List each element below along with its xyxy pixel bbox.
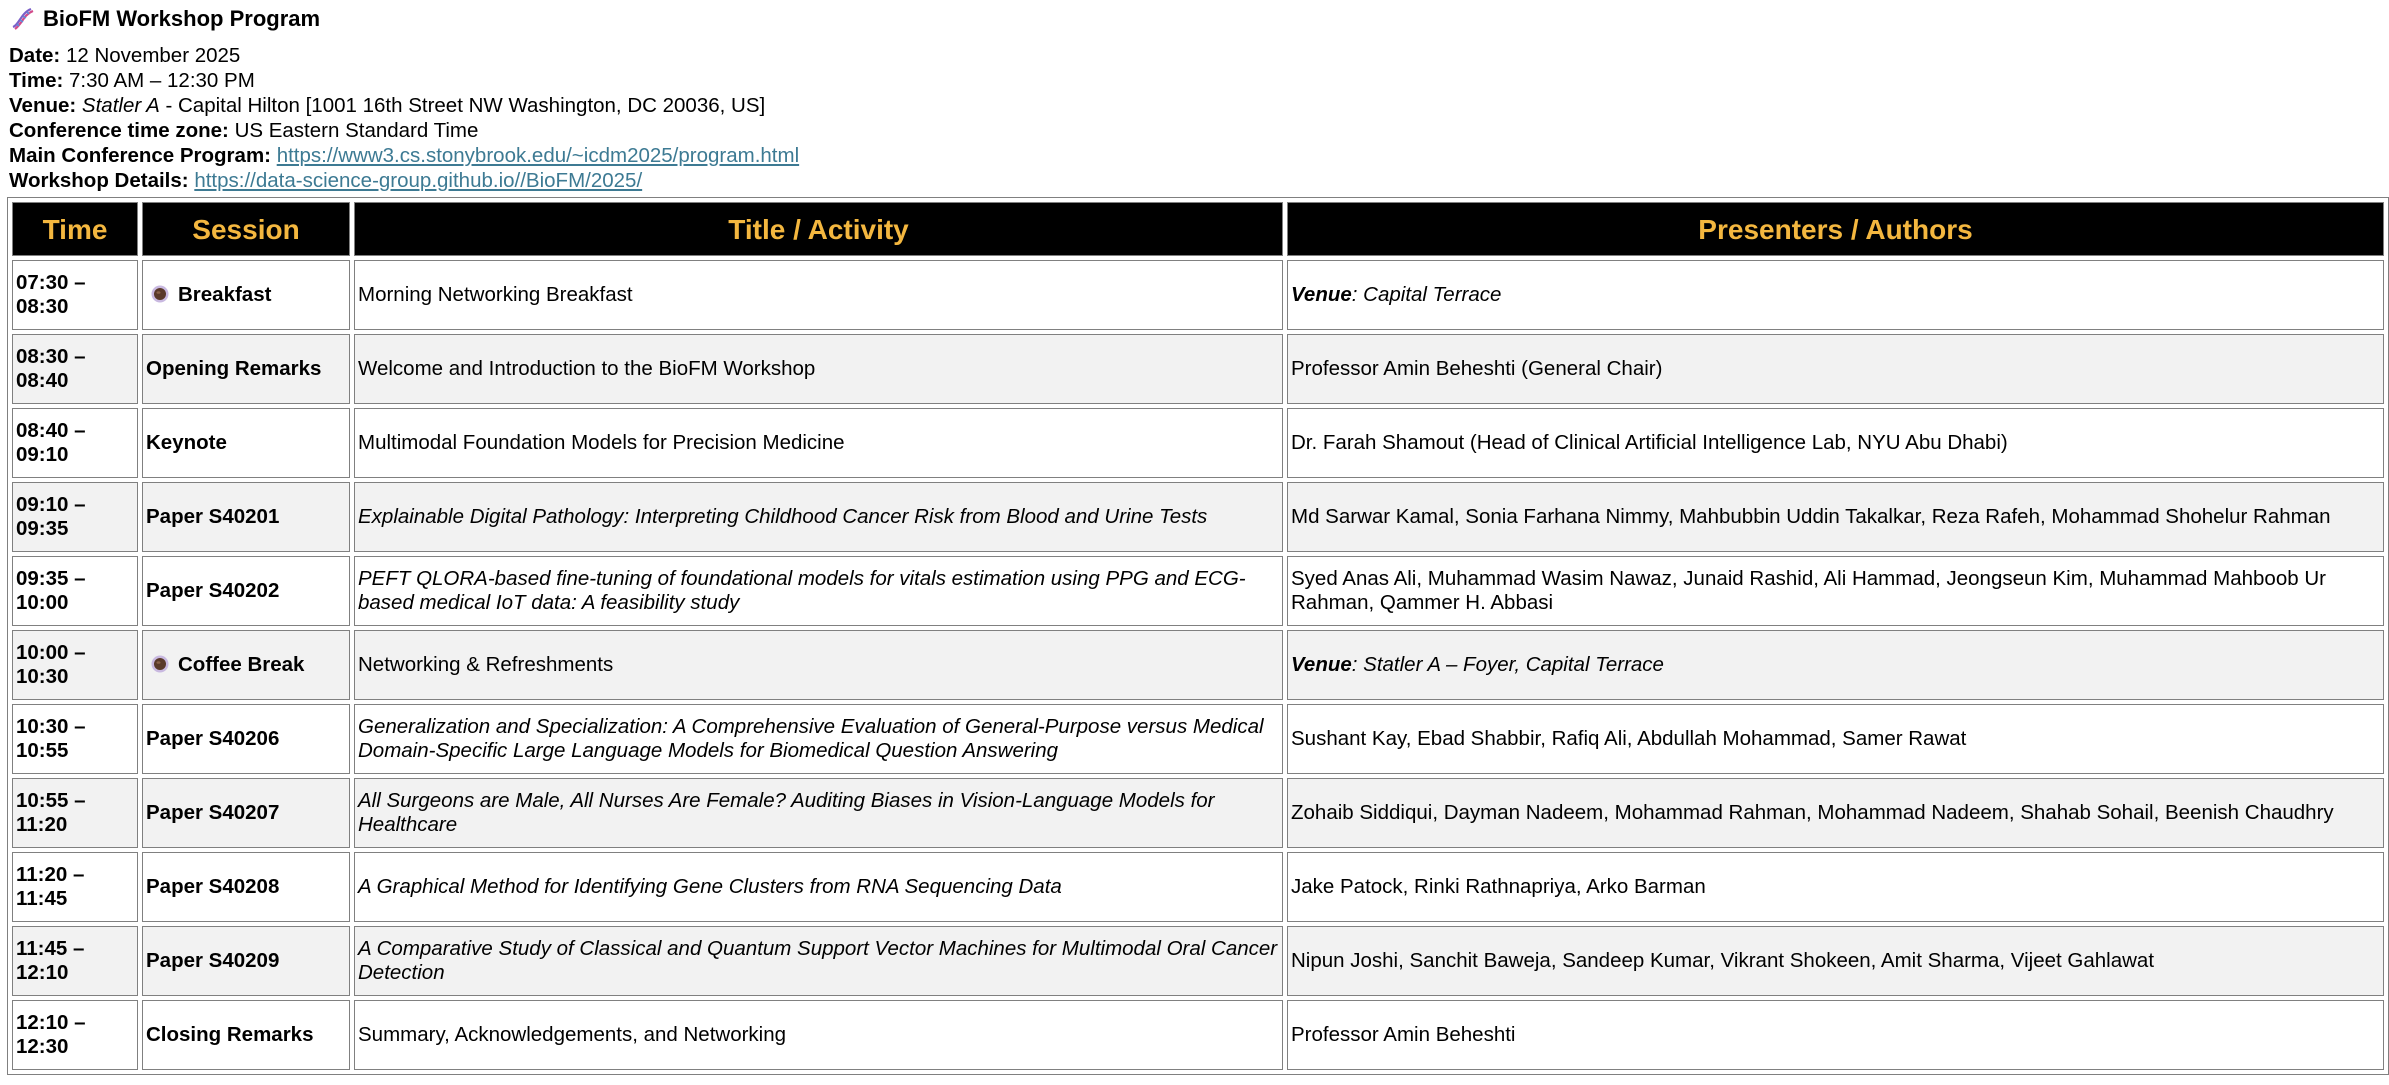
coffee-cup-icon: [150, 654, 170, 674]
time-cell: [12, 334, 138, 404]
time-line: [9, 68, 2380, 93]
venue-value: : Capital Terrace: [1351, 283, 1502, 306]
header-title: Title / Activity: [354, 202, 1283, 256]
title-cell: Networking & Refreshments: [354, 630, 1283, 700]
time-end: 10:55: [16, 739, 69, 762]
presenters-cell: Dr. Farah Shamout (Head of Clinical Artificial Intelligence Lab, NYU Abu Dhabi): [1287, 408, 2384, 478]
venue-key: Venue: [1291, 653, 1352, 676]
time-cell: [12, 852, 138, 922]
time-end: 08:30: [16, 295, 69, 318]
session-cell: [142, 260, 350, 330]
program-label: Main Conference Program:: [9, 144, 271, 167]
session-label: Paper S40208: [146, 875, 280, 898]
table-row: [12, 778, 2384, 848]
coffee-cup-icon: [150, 284, 170, 304]
venue-room: Statler A: [81, 94, 160, 117]
title-cell: PEFT QLORA-based fine-tuning of foundational models for vitals estimation using PPG and ECG-based medical IoT data: A feasibility study: [354, 556, 1283, 626]
time-value: 7:30 AM – 12:30 PM: [69, 69, 255, 92]
time-cell: [12, 482, 138, 552]
session-label: Paper S40202: [146, 579, 280, 602]
time-start: 08:30 –: [16, 345, 86, 368]
time-end: 09:35: [16, 517, 69, 540]
session-cell: [142, 704, 350, 774]
time-cell: [12, 408, 138, 478]
presenters-cell: Zohaib Siddiqui, Dayman Nadeem, Mohammad Rahman, Mohammad Nadeem, Shahab Sohail, Beenish Chaudhry: [1287, 778, 2384, 848]
table-row: [12, 630, 2384, 700]
timezone-label: Conference time zone:: [9, 119, 229, 142]
session-cell: [142, 778, 350, 848]
time-start: 10:55 –: [16, 789, 86, 812]
time-end: 10:30: [16, 665, 69, 688]
title-cell: Multimodal Foundation Models for Precision Medicine: [354, 408, 1283, 478]
presenters-cell: Md Sarwar Kamal, Sonia Farhana Nimmy, Mahbubbin Uddin Takalkar, Reza Rafeh, Mohammad Shohelur Rahman: [1287, 482, 2384, 552]
details-link[interactable]: https://data-science-group.github.io//BioFM/2025/: [194, 169, 643, 192]
details-label: Workshop Details:: [9, 169, 189, 192]
venue-key: Venue: [1291, 283, 1352, 306]
table-row: [12, 1000, 2384, 1070]
session-cell: [142, 408, 350, 478]
presenters-cell: Professor Amin Beheshti: [1287, 1000, 2384, 1070]
date-value: 12 November 2025: [65, 44, 241, 67]
presenters-cell: Professor Amin Beheshti (General Chair): [1287, 334, 2384, 404]
time-cell: [12, 778, 138, 848]
session-cell: [142, 556, 350, 626]
title-cell: Explainable Digital Pathology: Interpreting Childhood Cancer Risk from Blood and Urine Tests: [354, 482, 1283, 552]
title-cell: All Surgeons are Male, All Nurses Are Female? Auditing Biases in Vision-Language Models for Healthcare: [354, 778, 1283, 848]
title-text: BioFM Workshop Program: [43, 5, 321, 31]
time-end: 11:45: [16, 887, 68, 910]
program-link[interactable]: https://www3.cs.stonybrook.edu/~icdm2025/program.html: [276, 144, 800, 167]
date-line: [9, 43, 2380, 68]
date-label: Date:: [9, 44, 61, 67]
time-cell: [12, 260, 138, 330]
time-end: 12:10: [16, 961, 69, 984]
venue-line: [9, 93, 2380, 118]
venue-rest: - Capital Hilton [1001 16th Street NW Washington, DC 20036, US]: [159, 94, 766, 117]
table-row: [12, 926, 2384, 996]
time-start: 12:10 –: [16, 1011, 86, 1034]
table-header-row: [12, 202, 2384, 256]
title-cell: A Graphical Method for Identifying Gene Clusters from RNA Sequencing Data: [354, 852, 1283, 922]
time-end: 10:00: [16, 591, 69, 614]
presenters-cell: Sushant Kay, Ebad Shabbir, Rafiq Ali, Abdullah Mohammad, Samer Rawat: [1287, 704, 2384, 774]
header-session: Session: [142, 202, 350, 256]
presenters-cell: Syed Anas Ali, Muhammad Wasim Nawaz, Junaid Rashid, Ali Hammad, Jeongseun Kim, Muhammad Mahboob Ur Rahman, Qammer H. Abbasi: [1287, 556, 2384, 626]
schedule-table: [7, 197, 2389, 1075]
dna-icon: [9, 5, 35, 31]
venue-value: : Statler A – Foyer, Capital Terrace: [1351, 653, 1664, 676]
presenters-cell: Jake Patock, Rinki Rathnapriya, Arko Barman: [1287, 852, 2384, 922]
session-cell: [142, 926, 350, 996]
header-time: Time: [12, 202, 138, 256]
table-row: [12, 260, 2384, 330]
presenters-cell: [1287, 260, 2384, 330]
time-cell: [12, 1000, 138, 1070]
title-cell: Welcome and Introduction to the BioFM Workshop: [354, 334, 1283, 404]
session-label: Coffee Break: [178, 653, 305, 676]
time-start: 08:40 –: [16, 419, 86, 442]
title-cell: Summary, Acknowledgements, and Networking: [354, 1000, 1283, 1070]
table-row: [12, 704, 2384, 774]
session-cell: [142, 482, 350, 552]
details-line: [9, 168, 2380, 193]
time-start: 07:30 –: [16, 271, 86, 294]
time-cell: [12, 556, 138, 626]
presenters-cell: Nipun Joshi, Sanchit Baweja, Sandeep Kumar, Vikrant Shokeen, Amit Sharma, Vijeet Gahlawat: [1287, 926, 2384, 996]
session-label: Keynote: [146, 431, 227, 454]
session-label: Opening Remarks: [146, 357, 322, 380]
time-start: 10:30 –: [16, 715, 86, 738]
time-start: 11:20 –: [16, 863, 85, 886]
time-cell: [12, 630, 138, 700]
program-line: [9, 143, 2380, 168]
table-row: [12, 334, 2384, 404]
time-cell: [12, 926, 138, 996]
timezone-line: [9, 118, 2380, 143]
session-label: Paper S40209: [146, 949, 280, 972]
time-label: Time:: [9, 69, 64, 92]
table-row: [12, 482, 2384, 552]
time-end: 11:20: [16, 813, 68, 836]
session-label: Paper S40207: [146, 801, 280, 824]
header-presenters: Presenters / Authors: [1287, 202, 2384, 256]
table-row: [12, 408, 2384, 478]
session-label: Closing Remarks: [146, 1023, 314, 1046]
venue-label: Venue:: [9, 94, 77, 117]
title-cell: Morning Networking Breakfast: [354, 260, 1283, 330]
session-cell: [142, 334, 350, 404]
time-end: 09:10: [16, 443, 69, 466]
session-cell: [142, 630, 350, 700]
time-start: 09:35 –: [16, 567, 86, 590]
time-start: 10:00 –: [16, 641, 86, 664]
presenters-cell: [1287, 630, 2384, 700]
page-title: [9, 4, 2380, 32]
title-cell: A Comparative Study of Classical and Quantum Support Vector Machines for Multimodal Oral Cancer Detection: [354, 926, 1283, 996]
title-cell: Generalization and Specialization: A Comprehensive Evaluation of General-Purpose versus Medical Domain-Specific Large Language Models for Biomedical Question Answering: [354, 704, 1283, 774]
timezone-value: US Eastern Standard Time: [234, 119, 479, 142]
time-start: 09:10 –: [16, 493, 86, 516]
session-label: Paper S40206: [146, 727, 280, 750]
schedule-body: [12, 260, 2384, 1070]
session-cell: [142, 852, 350, 922]
time-cell: [12, 704, 138, 774]
table-row: [12, 556, 2384, 626]
session-cell: [142, 1000, 350, 1070]
time-end: 08:40: [16, 369, 69, 392]
time-start: 11:45 –: [16, 937, 85, 960]
table-row: [12, 852, 2384, 922]
time-end: 12:30: [16, 1035, 69, 1058]
session-label: Paper S40201: [146, 505, 280, 528]
session-label: Breakfast: [178, 283, 272, 306]
